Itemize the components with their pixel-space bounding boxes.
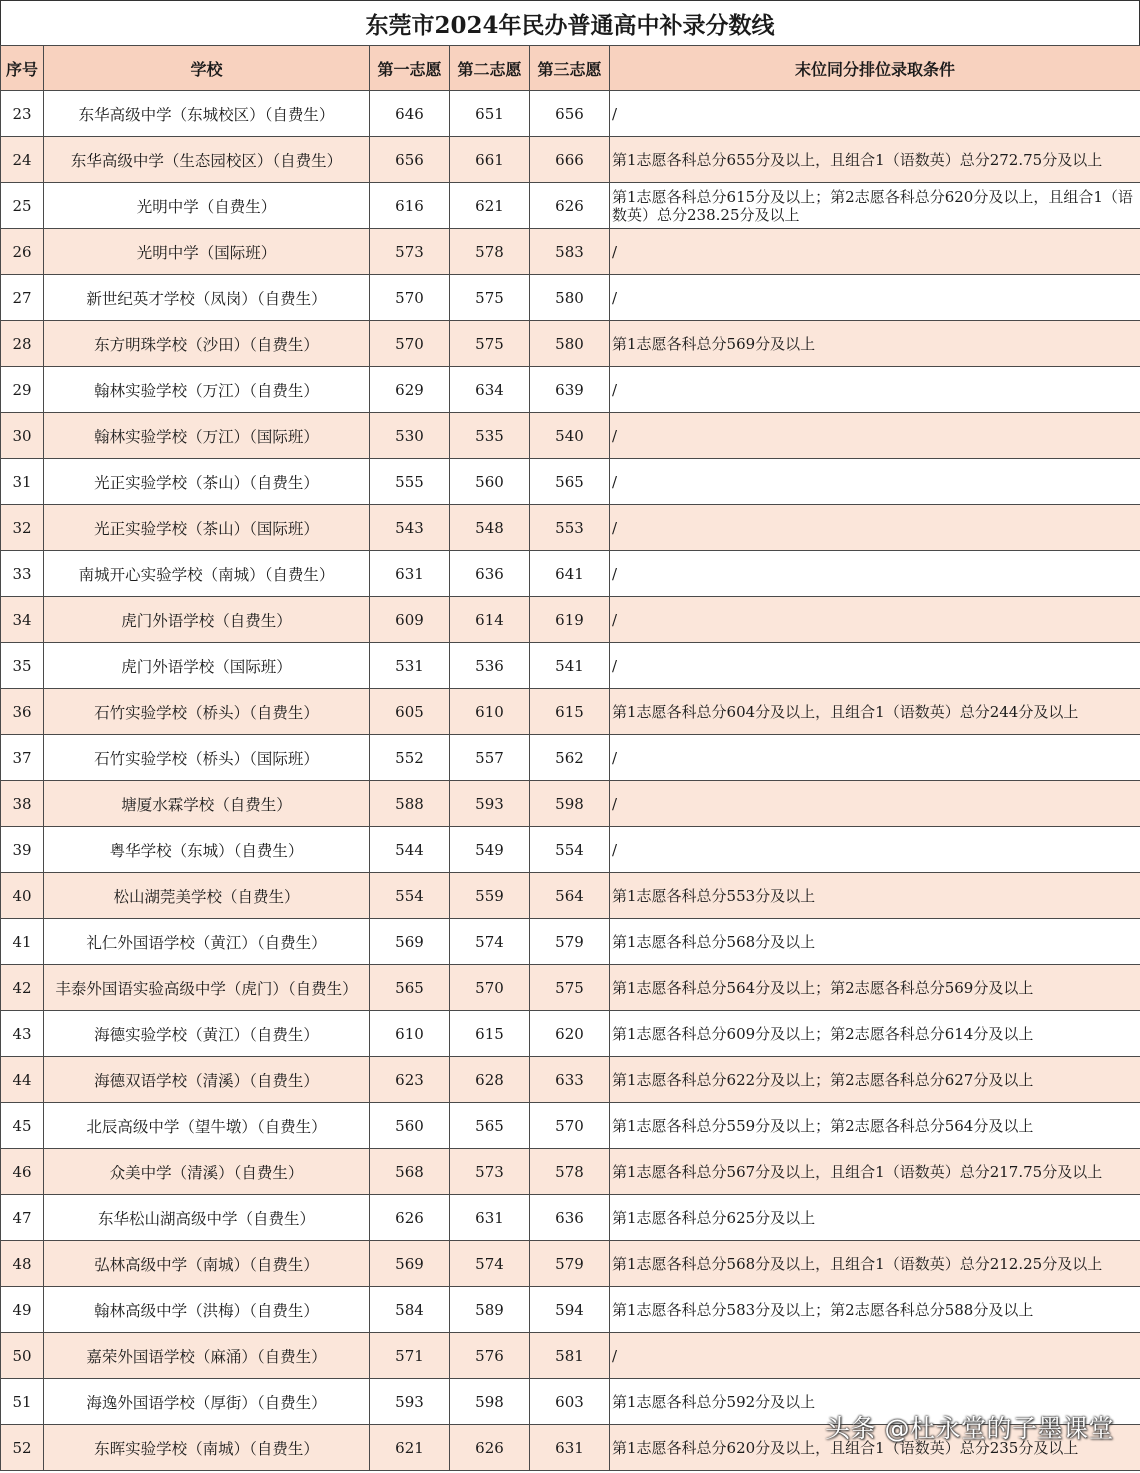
cell-second-choice: 593	[450, 781, 530, 827]
table-row	[1, 505, 1140, 551]
cell-seq: 26	[1, 229, 44, 275]
table-row	[1, 1379, 1140, 1425]
cell-seq: 47	[1, 1195, 44, 1241]
cell-seq: 35	[1, 643, 44, 689]
cell-school: 嘉荣外国语学校（麻涌）（自费生）	[44, 1333, 370, 1379]
table-row	[1, 597, 1140, 643]
cell-tiebreak-condition: /	[610, 551, 1140, 597]
table-row	[1, 781, 1140, 827]
cell-school: 海德实验学校（黄江）（自费生）	[44, 1011, 370, 1057]
cell-first-choice: 543	[370, 505, 450, 551]
cell-second-choice: 575	[450, 321, 530, 367]
cell-second-choice: 626	[450, 1425, 530, 1471]
cell-second-choice: 661	[450, 137, 530, 183]
cell-tiebreak-condition: /	[610, 781, 1140, 827]
cell-second-choice: 565	[450, 1103, 530, 1149]
cell-first-choice: 609	[370, 597, 450, 643]
cell-third-choice: 579	[530, 1241, 610, 1287]
cell-school: 丰泰外国语实验高级中学（虎门）（自费生）	[44, 965, 370, 1011]
cell-third-choice: 633	[530, 1057, 610, 1103]
cell-tiebreak-condition: /	[610, 367, 1140, 413]
cell-first-choice: 560	[370, 1103, 450, 1149]
table-row	[1, 1149, 1140, 1195]
cell-third-choice: 583	[530, 229, 610, 275]
cell-school: 东晖实验学校（南城）（自费生）	[44, 1425, 370, 1471]
cell-first-choice: 610	[370, 1011, 450, 1057]
cell-seq: 34	[1, 597, 44, 643]
page-title: 东莞市2024年民办普通高中补录分数线	[0, 0, 1140, 45]
cell-seq: 24	[1, 137, 44, 183]
cell-school: 粤华学校（东城）（自费生）	[44, 827, 370, 873]
cell-school: 虎门外语学校（自费生）	[44, 597, 370, 643]
table-row	[1, 873, 1140, 919]
cell-second-choice: 576	[450, 1333, 530, 1379]
cell-tiebreak-condition: 第1志愿各科总分609分及以上；第2志愿各科总分614分及以上	[610, 1011, 1140, 1057]
header-second-choice: 第二志愿	[450, 46, 530, 91]
table-row	[1, 137, 1140, 183]
cell-third-choice: 541	[530, 643, 610, 689]
table-row	[1, 1011, 1140, 1057]
cell-tiebreak-condition: /	[610, 505, 1140, 551]
cell-second-choice: 636	[450, 551, 530, 597]
cell-first-choice: 646	[370, 91, 450, 137]
cell-third-choice: 575	[530, 965, 610, 1011]
cell-school: 光正实验学校（茶山）（国际班）	[44, 505, 370, 551]
cell-seq: 38	[1, 781, 44, 827]
cell-tiebreak-condition: 第1志愿各科总分620分及以上，且组合1（语数英）总分235分及以上	[610, 1425, 1140, 1471]
table-row	[1, 735, 1140, 781]
cell-tiebreak-condition: 第1志愿各科总分655分及以上，且组合1（语数英）总分272.75分及以上	[610, 137, 1140, 183]
cell-school: 南城开心实验学校（南城）（自费生）	[44, 551, 370, 597]
watermark: 头条 @杜永堂的子墨课堂	[825, 1414, 1114, 1443]
cell-third-choice: 620	[530, 1011, 610, 1057]
cell-first-choice: 531	[370, 643, 450, 689]
cell-seq: 43	[1, 1011, 44, 1057]
table-row	[1, 229, 1140, 275]
cell-seq: 46	[1, 1149, 44, 1195]
cell-school: 石竹实验学校（桥头）（国际班）	[44, 735, 370, 781]
table-row	[1, 1425, 1140, 1471]
cell-third-choice: 615	[530, 689, 610, 735]
table-body	[1, 91, 1140, 1471]
cell-tiebreak-condition: 第1志愿各科总分564分及以上；第2志愿各科总分569分及以上	[610, 965, 1140, 1011]
score-table	[0, 45, 1140, 1471]
cell-school: 东方明珠学校（沙田）（自费生）	[44, 321, 370, 367]
cell-second-choice: 575	[450, 275, 530, 321]
cell-second-choice: 549	[450, 827, 530, 873]
cell-seq: 52	[1, 1425, 44, 1471]
table-row	[1, 275, 1140, 321]
cell-third-choice: 631	[530, 1425, 610, 1471]
cell-third-choice: 598	[530, 781, 610, 827]
cell-seq: 49	[1, 1287, 44, 1333]
cell-third-choice: 636	[530, 1195, 610, 1241]
cell-second-choice: 631	[450, 1195, 530, 1241]
cell-first-choice: 621	[370, 1425, 450, 1471]
cell-second-choice: 651	[450, 91, 530, 137]
cell-second-choice: 574	[450, 919, 530, 965]
cell-second-choice: 557	[450, 735, 530, 781]
cell-third-choice: 553	[530, 505, 610, 551]
cell-tiebreak-condition: 第1志愿各科总分569分及以上	[610, 321, 1140, 367]
cell-seq: 30	[1, 413, 44, 459]
cell-second-choice: 573	[450, 1149, 530, 1195]
cell-school: 东华高级中学（东城校区）（自费生）	[44, 91, 370, 137]
cell-third-choice: 656	[530, 91, 610, 137]
cell-second-choice: 578	[450, 229, 530, 275]
cell-second-choice: 548	[450, 505, 530, 551]
cell-first-choice: 631	[370, 551, 450, 597]
cell-tiebreak-condition: 第1志愿各科总分592分及以上	[610, 1379, 1140, 1425]
cell-third-choice: 578	[530, 1149, 610, 1195]
cell-school: 众美中学（清溪）（自费生）	[44, 1149, 370, 1195]
cell-tiebreak-condition: 第1志愿各科总分568分及以上，且组合1（语数英）总分212.25分及以上	[610, 1241, 1140, 1287]
cell-school: 东华松山湖高级中学（自费生）	[44, 1195, 370, 1241]
cell-third-choice: 579	[530, 919, 610, 965]
cell-second-choice: 535	[450, 413, 530, 459]
table-row	[1, 1287, 1140, 1333]
cell-school: 虎门外语学校（国际班）	[44, 643, 370, 689]
cell-school: 海德双语学校（清溪）（自费生）	[44, 1057, 370, 1103]
cell-seq: 42	[1, 965, 44, 1011]
cell-seq: 31	[1, 459, 44, 505]
cell-first-choice: 530	[370, 413, 450, 459]
table-row	[1, 1333, 1140, 1379]
cell-third-choice: 565	[530, 459, 610, 505]
cell-tiebreak-condition: /	[610, 1333, 1140, 1379]
cell-tiebreak-condition: 第1志愿各科总分622分及以上；第2志愿各科总分627分及以上	[610, 1057, 1140, 1103]
cell-school: 北辰高级中学（望牛墩）（自费生）	[44, 1103, 370, 1149]
cell-tiebreak-condition: /	[610, 91, 1140, 137]
cell-second-choice: 598	[450, 1379, 530, 1425]
table-row	[1, 827, 1140, 873]
cell-second-choice: 615	[450, 1011, 530, 1057]
cell-tiebreak-condition: 第1志愿各科总分567分及以上，且组合1（语数英）总分217.75分及以上	[610, 1149, 1140, 1195]
table-row	[1, 1195, 1140, 1241]
cell-school: 光明中学（自费生）	[44, 183, 370, 229]
cell-school: 弘林高级中学（南城）（自费生）	[44, 1241, 370, 1287]
cell-first-choice: 588	[370, 781, 450, 827]
cell-third-choice: 540	[530, 413, 610, 459]
cell-first-choice: 656	[370, 137, 450, 183]
cell-tiebreak-condition: /	[610, 229, 1140, 275]
cell-tiebreak-condition: 第1志愿各科总分568分及以上	[610, 919, 1140, 965]
cell-tiebreak-condition: 第1志愿各科总分625分及以上	[610, 1195, 1140, 1241]
cell-school: 翰林高级中学（洪梅）（自费生）	[44, 1287, 370, 1333]
cell-third-choice: 626	[530, 183, 610, 229]
cell-third-choice: 580	[530, 275, 610, 321]
cell-second-choice: 614	[450, 597, 530, 643]
table-row	[1, 459, 1140, 505]
cell-seq: 50	[1, 1333, 44, 1379]
cell-second-choice: 574	[450, 1241, 530, 1287]
cell-school: 礼仁外国语学校（黄江）（自费生）	[44, 919, 370, 965]
cell-tiebreak-condition: /	[610, 827, 1140, 873]
cell-second-choice: 628	[450, 1057, 530, 1103]
cell-school: 海逸外国语学校（厚街）（自费生）	[44, 1379, 370, 1425]
cell-third-choice: 554	[530, 827, 610, 873]
table-row	[1, 689, 1140, 735]
cell-school: 石竹实验学校（桥头）（自费生）	[44, 689, 370, 735]
cell-school: 翰林实验学校（万江）（自费生）	[44, 367, 370, 413]
cell-seq: 39	[1, 827, 44, 873]
cell-first-choice: 569	[370, 919, 450, 965]
cell-first-choice: 623	[370, 1057, 450, 1103]
cell-tiebreak-condition: 第1志愿各科总分559分及以上；第2志愿各科总分564分及以上	[610, 1103, 1140, 1149]
cell-first-choice: 552	[370, 735, 450, 781]
table-row	[1, 965, 1140, 1011]
cell-third-choice: 564	[530, 873, 610, 919]
cell-second-choice: 536	[450, 643, 530, 689]
cell-second-choice: 559	[450, 873, 530, 919]
cell-seq: 41	[1, 919, 44, 965]
cell-third-choice: 562	[530, 735, 610, 781]
cell-first-choice: 605	[370, 689, 450, 735]
cell-seq: 23	[1, 91, 44, 137]
header-seq: 序号	[1, 46, 44, 91]
cell-third-choice: 603	[530, 1379, 610, 1425]
cell-seq: 48	[1, 1241, 44, 1287]
cell-first-choice: 593	[370, 1379, 450, 1425]
cell-seq: 51	[1, 1379, 44, 1425]
cell-third-choice: 580	[530, 321, 610, 367]
cell-tiebreak-condition: /	[610, 643, 1140, 689]
cell-first-choice: 570	[370, 321, 450, 367]
cell-seq: 29	[1, 367, 44, 413]
cell-tiebreak-condition: 第1志愿各科总分615分及以上；第2志愿各科总分620分及以上，且组合1（语数英）总分238.25分及以上	[610, 183, 1140, 229]
cell-first-choice: 573	[370, 229, 450, 275]
cell-tiebreak-condition: 第1志愿各科总分553分及以上	[610, 873, 1140, 919]
cell-school: 新世纪英才学校（凤岗）（自费生）	[44, 275, 370, 321]
table-row	[1, 643, 1140, 689]
cell-first-choice: 568	[370, 1149, 450, 1195]
cell-seq: 44	[1, 1057, 44, 1103]
cell-second-choice: 560	[450, 459, 530, 505]
table-row	[1, 183, 1140, 229]
cell-first-choice: 629	[370, 367, 450, 413]
table-row	[1, 919, 1140, 965]
cell-third-choice: 639	[530, 367, 610, 413]
cell-first-choice: 570	[370, 275, 450, 321]
cell-seq: 36	[1, 689, 44, 735]
cell-first-choice: 555	[370, 459, 450, 505]
cell-seq: 25	[1, 183, 44, 229]
table-row	[1, 1103, 1140, 1149]
cell-school: 光正实验学校（茶山）（自费生）	[44, 459, 370, 505]
table-row	[1, 413, 1140, 459]
cell-second-choice: 570	[450, 965, 530, 1011]
cell-second-choice: 589	[450, 1287, 530, 1333]
cell-school: 光明中学（国际班）	[44, 229, 370, 275]
cell-second-choice: 621	[450, 183, 530, 229]
cell-first-choice: 584	[370, 1287, 450, 1333]
cell-seq: 32	[1, 505, 44, 551]
header-tiebreak-condition: 末位同分排位录取条件	[610, 46, 1140, 91]
cell-tiebreak-condition: /	[610, 413, 1140, 459]
cell-tiebreak-condition: /	[610, 735, 1140, 781]
cell-third-choice: 666	[530, 137, 610, 183]
cell-first-choice: 569	[370, 1241, 450, 1287]
cell-seq: 40	[1, 873, 44, 919]
cell-seq: 28	[1, 321, 44, 367]
cell-first-choice: 571	[370, 1333, 450, 1379]
cell-third-choice: 570	[530, 1103, 610, 1149]
table-row	[1, 551, 1140, 597]
cell-seq: 27	[1, 275, 44, 321]
cell-school: 塘厦水霖学校（自费生）	[44, 781, 370, 827]
cell-first-choice: 544	[370, 827, 450, 873]
table-row	[1, 367, 1140, 413]
cell-third-choice: 581	[530, 1333, 610, 1379]
cell-seq: 37	[1, 735, 44, 781]
cell-tiebreak-condition: /	[610, 459, 1140, 505]
cell-school: 东华高级中学（生态园校区）（自费生）	[44, 137, 370, 183]
cell-first-choice: 554	[370, 873, 450, 919]
cell-third-choice: 619	[530, 597, 610, 643]
cell-seq: 33	[1, 551, 44, 597]
cell-school: 翰林实验学校（万江）（国际班）	[44, 413, 370, 459]
cell-first-choice: 616	[370, 183, 450, 229]
table-header-row	[1, 46, 1140, 91]
cell-tiebreak-condition: /	[610, 275, 1140, 321]
cell-first-choice: 626	[370, 1195, 450, 1241]
table-row	[1, 91, 1140, 137]
header-first-choice: 第一志愿	[370, 46, 450, 91]
cell-second-choice: 610	[450, 689, 530, 735]
cell-tiebreak-condition: /	[610, 597, 1140, 643]
table-row	[1, 1057, 1140, 1103]
cell-third-choice: 594	[530, 1287, 610, 1333]
cell-school: 松山湖莞美学校（自费生）	[44, 873, 370, 919]
table-row	[1, 321, 1140, 367]
cell-first-choice: 565	[370, 965, 450, 1011]
header-third-choice: 第三志愿	[530, 46, 610, 91]
cell-seq: 45	[1, 1103, 44, 1149]
table-row	[1, 1241, 1140, 1287]
cell-second-choice: 634	[450, 367, 530, 413]
cell-tiebreak-condition: 第1志愿各科总分583分及以上；第2志愿各科总分588分及以上	[610, 1287, 1140, 1333]
cell-tiebreak-condition: 第1志愿各科总分604分及以上，且组合1（语数英）总分244分及以上	[610, 689, 1140, 735]
cell-third-choice: 641	[530, 551, 610, 597]
header-school: 学校	[44, 46, 370, 91]
